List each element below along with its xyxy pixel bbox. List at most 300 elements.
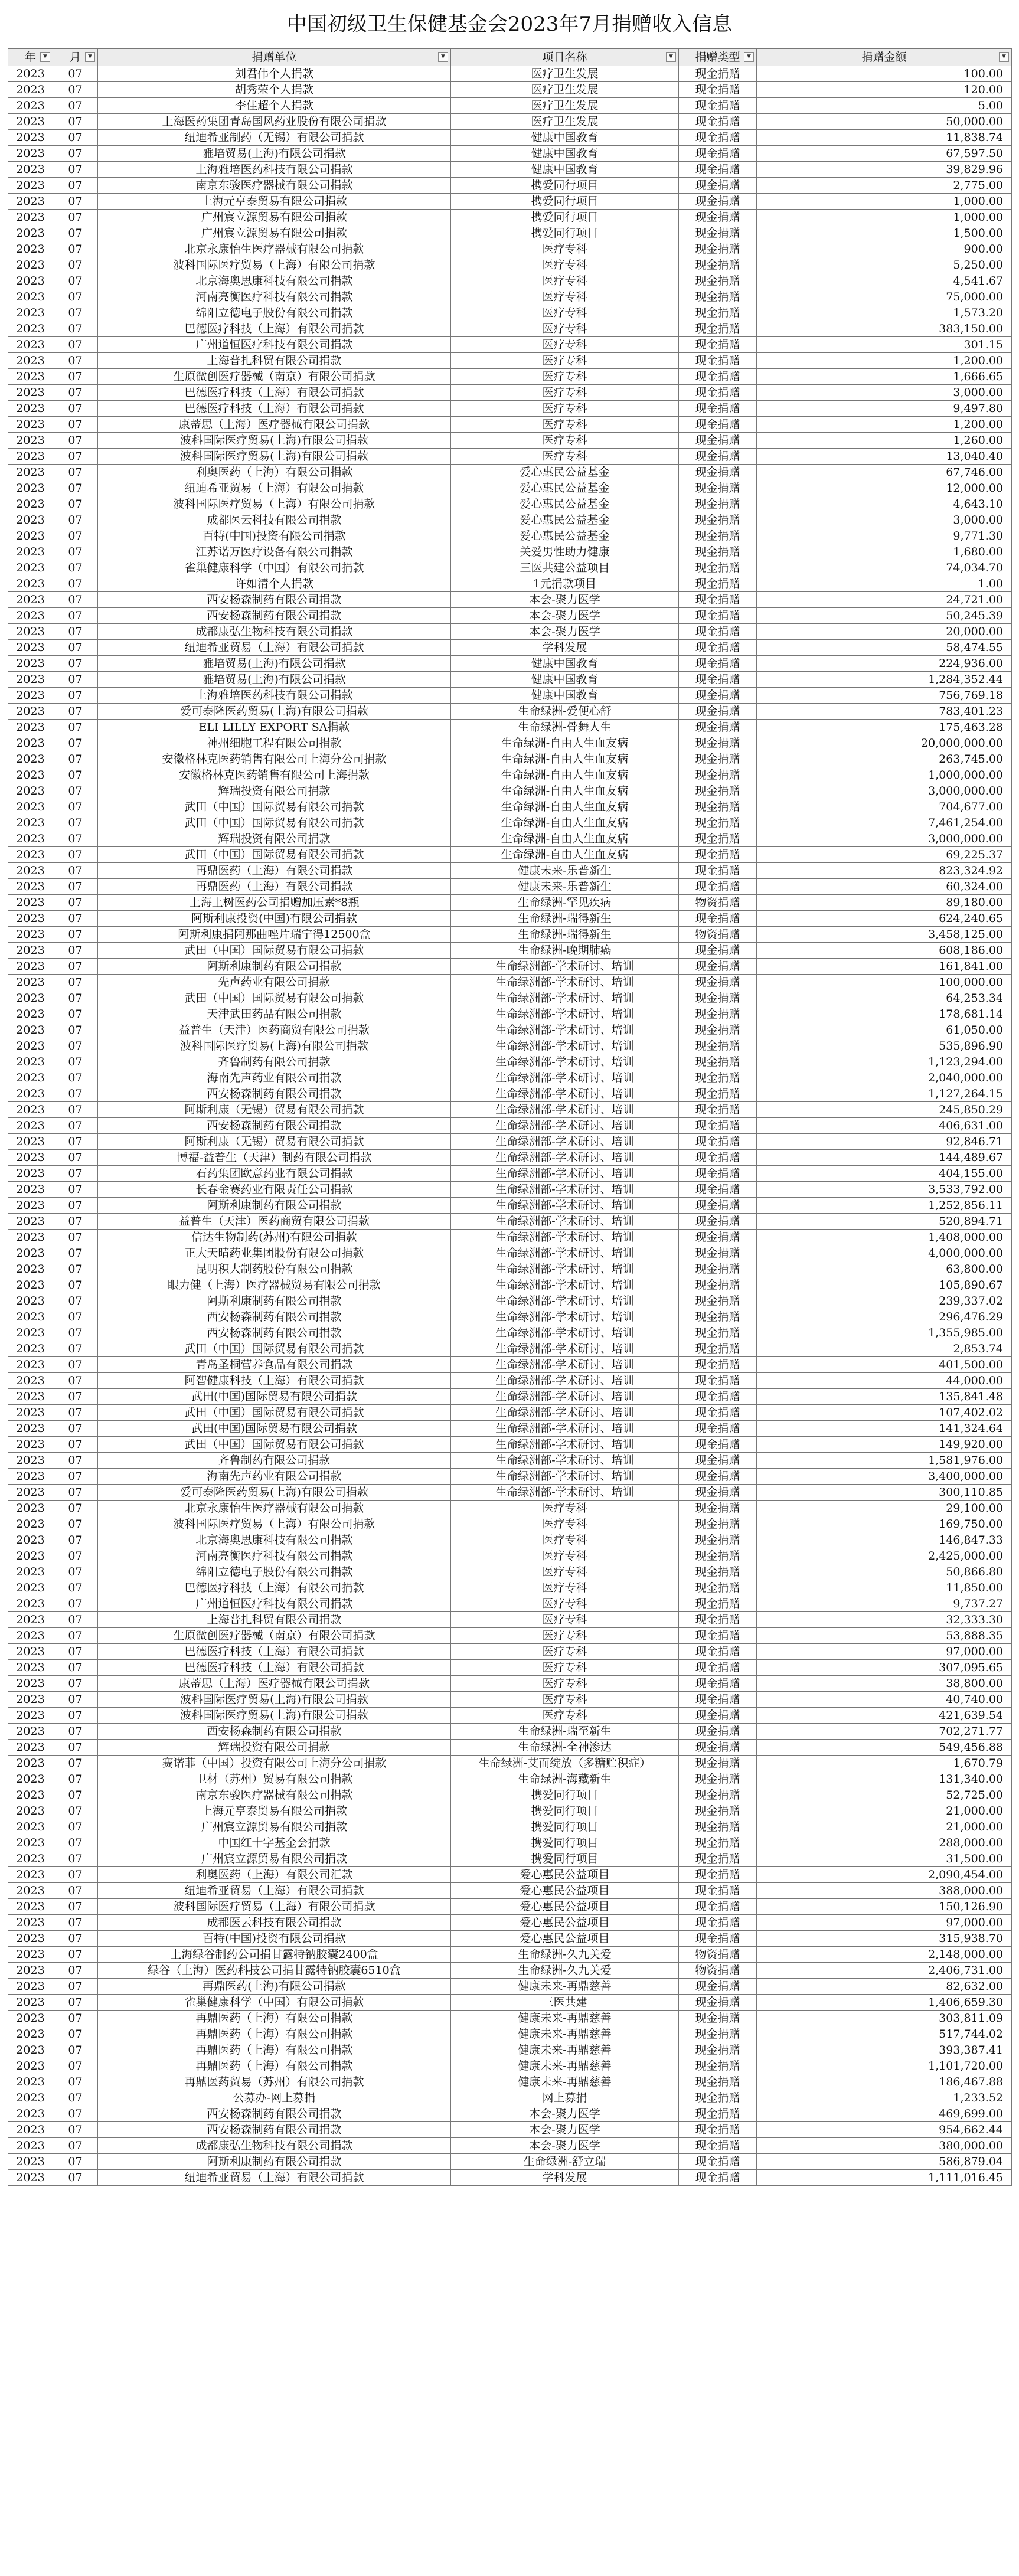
cell-donor[interactable]: 武田（中国）国际贸易有限公司捐款 bbox=[98, 1341, 451, 1357]
cell-donor[interactable]: 辉瑞投资有限公司捐款 bbox=[98, 831, 451, 847]
cell-project[interactable]: 医疗卫生发展 bbox=[451, 82, 679, 98]
cell-type[interactable]: 现金捐赠 bbox=[679, 480, 757, 496]
cell-year[interactable]: 2023 bbox=[8, 863, 53, 879]
cell-month[interactable]: 07 bbox=[53, 146, 98, 162]
cell-month[interactable]: 07 bbox=[53, 114, 98, 130]
cell-type[interactable]: 现金捐赠 bbox=[679, 1022, 757, 1038]
cell-month[interactable]: 07 bbox=[53, 1166, 98, 1182]
cell-amount[interactable]: 52,725.00 bbox=[757, 1787, 1012, 1803]
cell-amount[interactable]: 135,841.48 bbox=[757, 1389, 1012, 1405]
cell-month[interactable]: 07 bbox=[53, 353, 98, 369]
cell-type[interactable]: 现金捐赠 bbox=[679, 225, 757, 241]
cell-type[interactable]: 现金捐赠 bbox=[679, 1787, 757, 1803]
cell-month[interactable]: 07 bbox=[53, 82, 98, 98]
cell-project[interactable]: 爱心惠民公益项目 bbox=[451, 1915, 679, 1931]
cell-amount[interactable]: 9,771.30 bbox=[757, 528, 1012, 544]
cell-year[interactable]: 2023 bbox=[8, 1612, 53, 1628]
cell-amount[interactable]: 1,573.20 bbox=[757, 305, 1012, 321]
cell-year[interactable]: 2023 bbox=[8, 2122, 53, 2138]
cell-donor[interactable]: 巴德医疗科技（上海）有限公司捐款 bbox=[98, 401, 451, 417]
cell-amount[interactable]: 1,123,294.00 bbox=[757, 1054, 1012, 1070]
cell-type[interactable]: 现金捐赠 bbox=[679, 799, 757, 815]
cell-type[interactable]: 现金捐赠 bbox=[679, 943, 757, 959]
cell-year[interactable]: 2023 bbox=[8, 2138, 53, 2154]
cell-month[interactable]: 07 bbox=[53, 305, 98, 321]
cell-type[interactable]: 现金捐赠 bbox=[679, 1771, 757, 1787]
cell-type[interactable]: 物资捐赠 bbox=[679, 1947, 757, 1963]
cell-donor[interactable]: 西安杨森制药有限公司捐款 bbox=[98, 1118, 451, 1134]
cell-month[interactable]: 07 bbox=[53, 1501, 98, 1516]
cell-type[interactable]: 现金捐赠 bbox=[679, 305, 757, 321]
cell-month[interactable]: 07 bbox=[53, 592, 98, 608]
cell-year[interactable]: 2023 bbox=[8, 847, 53, 863]
cell-project[interactable]: 生命绿洲-瑞得新生 bbox=[451, 911, 679, 927]
cell-year[interactable]: 2023 bbox=[8, 911, 53, 927]
cell-project[interactable]: 爱心惠民公益项目 bbox=[451, 1899, 679, 1915]
cell-type[interactable]: 现金捐赠 bbox=[679, 1756, 757, 1771]
cell-donor[interactable]: 武田（中国）国际贸易有限公司捐款 bbox=[98, 799, 451, 815]
cell-type[interactable]: 现金捐赠 bbox=[679, 783, 757, 799]
cell-month[interactable]: 07 bbox=[53, 194, 98, 210]
cell-donor[interactable]: 阿斯利康制药有限公司捐款 bbox=[98, 1198, 451, 1214]
cell-month[interactable]: 07 bbox=[53, 1006, 98, 1022]
cell-type[interactable]: 现金捐赠 bbox=[679, 1277, 757, 1293]
cell-type[interactable]: 现金捐赠 bbox=[679, 162, 757, 178]
cell-project[interactable]: 生命绿洲-海藏新生 bbox=[451, 1771, 679, 1787]
cell-amount[interactable]: 32,333.30 bbox=[757, 1612, 1012, 1628]
cell-year[interactable]: 2023 bbox=[8, 1979, 53, 1995]
cell-amount[interactable]: 469,699.00 bbox=[757, 2106, 1012, 2122]
cell-amount[interactable]: 63,800.00 bbox=[757, 1261, 1012, 1277]
cell-month[interactable]: 07 bbox=[53, 1947, 98, 1963]
column-header-project[interactable]: 项目名称 ▼ bbox=[451, 49, 679, 66]
cell-amount[interactable]: 5.00 bbox=[757, 98, 1012, 114]
cell-type[interactable]: 现金捐赠 bbox=[679, 1676, 757, 1692]
cell-type[interactable]: 现金捐赠 bbox=[679, 385, 757, 401]
cell-donor[interactable]: 中国红十字基金会捐款 bbox=[98, 1835, 451, 1851]
cell-donor[interactable]: 齐鲁制药有限公司捐款 bbox=[98, 1453, 451, 1469]
cell-year[interactable]: 2023 bbox=[8, 66, 53, 82]
cell-amount[interactable]: 535,896.90 bbox=[757, 1038, 1012, 1054]
cell-month[interactable]: 07 bbox=[53, 417, 98, 433]
cell-month[interactable]: 07 bbox=[53, 990, 98, 1006]
cell-amount[interactable]: 401,500.00 bbox=[757, 1357, 1012, 1373]
cell-amount[interactable]: 756,769.18 bbox=[757, 688, 1012, 704]
cell-project[interactable]: 医疗专科 bbox=[451, 1548, 679, 1564]
cell-project[interactable]: 医疗专科 bbox=[451, 1644, 679, 1660]
cell-amount[interactable]: 39,829.96 bbox=[757, 162, 1012, 178]
cell-project[interactable]: 本会-聚力医学 bbox=[451, 608, 679, 624]
cell-month[interactable]: 07 bbox=[53, 1803, 98, 1819]
cell-type[interactable]: 现金捐赠 bbox=[679, 1501, 757, 1516]
cell-type[interactable]: 现金捐赠 bbox=[679, 1118, 757, 1134]
cell-year[interactable]: 2023 bbox=[8, 1198, 53, 1214]
cell-type[interactable]: 现金捐赠 bbox=[679, 911, 757, 927]
cell-project[interactable]: 生命绿洲-舒立瑞 bbox=[451, 2154, 679, 2170]
cell-year[interactable]: 2023 bbox=[8, 1485, 53, 1501]
cell-amount[interactable]: 2,775.00 bbox=[757, 178, 1012, 194]
cell-project[interactable]: 生命绿洲-自由人生血友病 bbox=[451, 751, 679, 767]
cell-amount[interactable]: 1,111,016.45 bbox=[757, 2170, 1012, 2186]
cell-type[interactable]: 现金捐赠 bbox=[679, 831, 757, 847]
cell-project[interactable]: 携爱同行项目 bbox=[451, 1803, 679, 1819]
cell-type[interactable]: 现金捐赠 bbox=[679, 735, 757, 751]
cell-donor[interactable]: 赛诺菲（中国）投资有限公司上海分公司捐款 bbox=[98, 1756, 451, 1771]
cell-donor[interactable]: 再鼎医药(上海)有限公司捐款 bbox=[98, 1979, 451, 1995]
cell-donor[interactable]: 武田（中国）国际贸易有限公司捐款 bbox=[98, 1437, 451, 1453]
cell-type[interactable]: 现金捐赠 bbox=[679, 130, 757, 146]
cell-month[interactable]: 07 bbox=[53, 162, 98, 178]
cell-month[interactable]: 07 bbox=[53, 2042, 98, 2058]
cell-amount[interactable]: 74,034.70 bbox=[757, 560, 1012, 576]
cell-type[interactable]: 现金捐赠 bbox=[679, 210, 757, 225]
cell-donor[interactable]: 波科国际医疗贸易(上海)有限公司捐款 bbox=[98, 449, 451, 465]
cell-project[interactable]: 医疗专科 bbox=[451, 273, 679, 289]
cell-amount[interactable]: 161,841.00 bbox=[757, 959, 1012, 975]
cell-type[interactable]: 现金捐赠 bbox=[679, 1708, 757, 1724]
cell-amount[interactable]: 4,541.67 bbox=[757, 273, 1012, 289]
cell-month[interactable]: 07 bbox=[53, 879, 98, 895]
cell-type[interactable]: 现金捐赠 bbox=[679, 1612, 757, 1628]
cell-project[interactable]: 生命绿洲-晚期肺癌 bbox=[451, 943, 679, 959]
column-header-donor[interactable]: 捐赠单位 ▼ bbox=[98, 49, 451, 66]
cell-project[interactable]: 生命绿洲部-学术研讨、培训 bbox=[451, 1325, 679, 1341]
cell-year[interactable]: 2023 bbox=[8, 959, 53, 975]
cell-donor[interactable]: 上海元亨泰贸易有限公司捐款 bbox=[98, 1803, 451, 1819]
cell-year[interactable]: 2023 bbox=[8, 241, 53, 257]
cell-amount[interactable]: 9,497.80 bbox=[757, 401, 1012, 417]
cell-month[interactable]: 07 bbox=[53, 2154, 98, 2170]
cell-year[interactable]: 2023 bbox=[8, 2074, 53, 2090]
cell-month[interactable]: 07 bbox=[53, 1277, 98, 1293]
cell-project[interactable]: 医疗专科 bbox=[451, 1516, 679, 1532]
cell-donor[interactable]: 广州宸立源贸易有限公司捐款 bbox=[98, 1819, 451, 1835]
cell-donor[interactable]: 武田（中国）国际贸易有限公司捐款 bbox=[98, 1405, 451, 1421]
cell-year[interactable]: 2023 bbox=[8, 305, 53, 321]
cell-year[interactable]: 2023 bbox=[8, 1947, 53, 1963]
cell-donor[interactable]: 上海普扎科贸有限公司捐款 bbox=[98, 1612, 451, 1628]
cell-project[interactable]: 生命绿洲部-学术研讨、培训 bbox=[451, 1341, 679, 1357]
cell-donor[interactable]: 河南亮衡医疗科技有限公司捐款 bbox=[98, 289, 451, 305]
cell-type[interactable]: 现金捐赠 bbox=[679, 1660, 757, 1676]
cell-donor[interactable]: 上海上树医药公司捐赠加压素*8瓶 bbox=[98, 895, 451, 911]
cell-donor[interactable]: 绿谷（上海）医药科技公司捐甘露特钠胶囊6510盒 bbox=[98, 1963, 451, 1979]
cell-project[interactable]: 生命绿洲部-学术研讨、培训 bbox=[451, 990, 679, 1006]
cell-month[interactable]: 07 bbox=[53, 1548, 98, 1564]
cell-donor[interactable]: 安徽格林克医药销售有限公司上海捐款 bbox=[98, 767, 451, 783]
cell-type[interactable]: 现金捐赠 bbox=[679, 433, 757, 449]
cell-donor[interactable]: 成都康弘生物科技有限公司捐款 bbox=[98, 2138, 451, 2154]
cell-month[interactable]: 07 bbox=[53, 608, 98, 624]
cell-month[interactable]: 07 bbox=[53, 1038, 98, 1054]
cell-amount[interactable]: 64,253.34 bbox=[757, 990, 1012, 1006]
cell-amount[interactable]: 92,846.71 bbox=[757, 1134, 1012, 1150]
cell-project[interactable]: 医疗专科 bbox=[451, 1708, 679, 1724]
cell-type[interactable]: 现金捐赠 bbox=[679, 576, 757, 592]
cell-month[interactable]: 07 bbox=[53, 1692, 98, 1708]
cell-amount[interactable]: 175,463.28 bbox=[757, 720, 1012, 735]
cell-amount[interactable]: 303,811.09 bbox=[757, 2011, 1012, 2026]
cell-project[interactable]: 医疗专科 bbox=[451, 289, 679, 305]
cell-project[interactable]: 生命绿洲-久九关爱 bbox=[451, 1947, 679, 1963]
cell-project[interactable]: 生命绿洲-自由人生血友病 bbox=[451, 735, 679, 751]
cell-type[interactable]: 现金捐赠 bbox=[679, 608, 757, 624]
cell-project[interactable]: 医疗专科 bbox=[451, 1532, 679, 1548]
cell-donor[interactable]: 雅培贸易(上海)有限公司捐款 bbox=[98, 146, 451, 162]
cell-project[interactable]: 医疗卫生发展 bbox=[451, 114, 679, 130]
cell-month[interactable]: 07 bbox=[53, 1532, 98, 1548]
cell-month[interactable]: 07 bbox=[53, 1261, 98, 1277]
cell-type[interactable]: 现金捐赠 bbox=[679, 1054, 757, 1070]
cell-project[interactable]: 健康未来-乐普新生 bbox=[451, 879, 679, 895]
cell-donor[interactable]: 波科国际医疗贸易（上海）有限公司捐款 bbox=[98, 257, 451, 273]
cell-amount[interactable]: 31,500.00 bbox=[757, 1851, 1012, 1867]
cell-year[interactable]: 2023 bbox=[8, 560, 53, 576]
cell-donor[interactable]: 昆明积大制药股份有限公司捐款 bbox=[98, 1261, 451, 1277]
cell-type[interactable]: 现金捐赠 bbox=[679, 257, 757, 273]
cell-amount[interactable]: 1,252,856.11 bbox=[757, 1198, 1012, 1214]
cell-donor[interactable]: 武田（中国）国际贸易有限公司捐款 bbox=[98, 990, 451, 1006]
cell-year[interactable]: 2023 bbox=[8, 417, 53, 433]
cell-project[interactable]: 医疗专科 bbox=[451, 385, 679, 401]
cell-month[interactable]: 07 bbox=[53, 1054, 98, 1070]
cell-year[interactable]: 2023 bbox=[8, 656, 53, 672]
filter-dropdown-icon[interactable]: ▼ bbox=[438, 52, 448, 62]
cell-amount[interactable]: 300,110.85 bbox=[757, 1485, 1012, 1501]
cell-donor[interactable]: 辉瑞投资有限公司捐款 bbox=[98, 783, 451, 799]
cell-donor[interactable]: 利奥医药（上海）有限公司捐款 bbox=[98, 465, 451, 480]
cell-year[interactable]: 2023 bbox=[8, 1309, 53, 1325]
cell-year[interactable]: 2023 bbox=[8, 1692, 53, 1708]
cell-type[interactable]: 现金捐赠 bbox=[679, 98, 757, 114]
cell-project[interactable]: 健康中国教育 bbox=[451, 688, 679, 704]
cell-donor[interactable]: 百特(中国)投资有限公司捐款 bbox=[98, 1931, 451, 1947]
cell-year[interactable]: 2023 bbox=[8, 1373, 53, 1389]
cell-year[interactable]: 2023 bbox=[8, 178, 53, 194]
cell-year[interactable]: 2023 bbox=[8, 1580, 53, 1596]
cell-project[interactable]: 生命绿洲部-学术研讨、培训 bbox=[451, 1182, 679, 1198]
cell-month[interactable]: 07 bbox=[53, 1899, 98, 1915]
cell-year[interactable]: 2023 bbox=[8, 943, 53, 959]
cell-type[interactable]: 现金捐赠 bbox=[679, 815, 757, 831]
cell-month[interactable]: 07 bbox=[53, 1453, 98, 1469]
cell-project[interactable]: 生命绿洲-罕见疾病 bbox=[451, 895, 679, 911]
cell-donor[interactable]: 刘君伟个人捐款 bbox=[98, 66, 451, 82]
cell-amount[interactable]: 120.00 bbox=[757, 82, 1012, 98]
cell-amount[interactable]: 144,489.67 bbox=[757, 1150, 1012, 1166]
cell-donor[interactable]: 益普生（天津）医药商贸有限公司捐款 bbox=[98, 1022, 451, 1038]
cell-type[interactable]: 现金捐赠 bbox=[679, 1883, 757, 1899]
cell-month[interactable]: 07 bbox=[53, 1389, 98, 1405]
cell-type[interactable]: 现金捐赠 bbox=[679, 241, 757, 257]
cell-project[interactable]: 生命绿洲部-学术研讨、培训 bbox=[451, 1245, 679, 1261]
cell-donor[interactable]: 安徽格林克医药销售有限公司上海分公司捐款 bbox=[98, 751, 451, 767]
cell-amount[interactable]: 3,000.00 bbox=[757, 512, 1012, 528]
cell-year[interactable]: 2023 bbox=[8, 321, 53, 337]
cell-year[interactable]: 2023 bbox=[8, 624, 53, 640]
cell-amount[interactable]: 1,581,976.00 bbox=[757, 1453, 1012, 1469]
cell-project[interactable]: 生命绿洲-全神渗达 bbox=[451, 1740, 679, 1756]
cell-month[interactable]: 07 bbox=[53, 735, 98, 751]
cell-type[interactable]: 现金捐赠 bbox=[679, 1644, 757, 1660]
cell-donor[interactable]: 北京海奥思康科技有限公司捐款 bbox=[98, 273, 451, 289]
cell-type[interactable]: 现金捐赠 bbox=[679, 640, 757, 656]
cell-amount[interactable]: 21,000.00 bbox=[757, 1819, 1012, 1835]
cell-amount[interactable]: 100,000.00 bbox=[757, 975, 1012, 990]
cell-amount[interactable]: 1,127,264.15 bbox=[757, 1086, 1012, 1102]
cell-month[interactable]: 07 bbox=[53, 672, 98, 688]
cell-type[interactable]: 现金捐赠 bbox=[679, 1214, 757, 1230]
cell-year[interactable]: 2023 bbox=[8, 210, 53, 225]
filter-dropdown-icon[interactable]: ▼ bbox=[85, 52, 95, 62]
column-header-year[interactable]: 年 ▼ bbox=[8, 49, 53, 66]
cell-project[interactable]: 生命绿洲部-学术研讨、培训 bbox=[451, 1485, 679, 1501]
cell-type[interactable]: 现金捐赠 bbox=[679, 1851, 757, 1867]
cell-donor[interactable]: 广州道恒医疗科技有限公司捐款 bbox=[98, 1596, 451, 1612]
column-header-month[interactable]: 月 ▼ bbox=[53, 49, 98, 66]
cell-donor[interactable]: 生原微创医疗器械（南京）有限公司捐款 bbox=[98, 369, 451, 385]
cell-amount[interactable]: 50,000.00 bbox=[757, 114, 1012, 130]
cell-type[interactable]: 现金捐赠 bbox=[679, 1915, 757, 1931]
cell-project[interactable]: 健康中国教育 bbox=[451, 162, 679, 178]
cell-amount[interactable]: 1,000.00 bbox=[757, 194, 1012, 210]
cell-type[interactable]: 物资捐赠 bbox=[679, 927, 757, 943]
cell-amount[interactable]: 517,744.02 bbox=[757, 2026, 1012, 2042]
cell-donor[interactable]: 绵阳立德电子股份有限公司捐款 bbox=[98, 305, 451, 321]
cell-year[interactable]: 2023 bbox=[8, 1134, 53, 1150]
cell-year[interactable]: 2023 bbox=[8, 1421, 53, 1437]
cell-donor[interactable]: 波科国际医疗贸易(上海)有限公司捐款 bbox=[98, 433, 451, 449]
cell-year[interactable]: 2023 bbox=[8, 1022, 53, 1038]
cell-amount[interactable]: 7,461,254.00 bbox=[757, 815, 1012, 831]
cell-amount[interactable]: 141,324.64 bbox=[757, 1421, 1012, 1437]
cell-year[interactable]: 2023 bbox=[8, 1787, 53, 1803]
cell-month[interactable]: 07 bbox=[53, 767, 98, 783]
cell-year[interactable]: 2023 bbox=[8, 1150, 53, 1166]
cell-project[interactable]: 爱心惠民公益项目 bbox=[451, 1883, 679, 1899]
cell-donor[interactable]: 阿斯利康制药有限公司捐款 bbox=[98, 2154, 451, 2170]
cell-year[interactable]: 2023 bbox=[8, 1851, 53, 1867]
cell-type[interactable]: 现金捐赠 bbox=[679, 1293, 757, 1309]
cell-donor[interactable]: 海南先声药业有限公司捐款 bbox=[98, 1469, 451, 1485]
cell-amount[interactable]: 702,271.77 bbox=[757, 1724, 1012, 1740]
cell-month[interactable]: 07 bbox=[53, 959, 98, 975]
cell-year[interactable]: 2023 bbox=[8, 1819, 53, 1835]
cell-amount[interactable]: 1,406,659.30 bbox=[757, 1995, 1012, 2011]
cell-month[interactable]: 07 bbox=[53, 1373, 98, 1389]
cell-year[interactable]: 2023 bbox=[8, 576, 53, 592]
cell-donor[interactable]: 青岛圣桐营养食品有限公司捐款 bbox=[98, 1357, 451, 1373]
cell-amount[interactable]: 1,200.00 bbox=[757, 353, 1012, 369]
cell-amount[interactable]: 24,721.00 bbox=[757, 592, 1012, 608]
cell-type[interactable]: 现金捐赠 bbox=[679, 560, 757, 576]
cell-year[interactable]: 2023 bbox=[8, 1086, 53, 1102]
cell-year[interactable]: 2023 bbox=[8, 465, 53, 480]
cell-amount[interactable]: 823,324.92 bbox=[757, 863, 1012, 879]
cell-amount[interactable]: 1,680.00 bbox=[757, 544, 1012, 560]
cell-donor[interactable]: 巴德医疗科技（上海）有限公司捐款 bbox=[98, 1644, 451, 1660]
cell-donor[interactable]: 爱可泰隆医药贸易(上海)有限公司捐款 bbox=[98, 704, 451, 720]
cell-type[interactable]: 现金捐赠 bbox=[679, 672, 757, 688]
cell-type[interactable]: 现金捐赠 bbox=[679, 1325, 757, 1341]
cell-month[interactable]: 07 bbox=[53, 1660, 98, 1676]
cell-type[interactable]: 现金捐赠 bbox=[679, 1405, 757, 1421]
cell-month[interactable]: 07 bbox=[53, 1182, 98, 1198]
cell-month[interactable]: 07 bbox=[53, 560, 98, 576]
cell-month[interactable]: 07 bbox=[53, 178, 98, 194]
cell-type[interactable]: 现金捐赠 bbox=[679, 66, 757, 82]
cell-amount[interactable]: 75,000.00 bbox=[757, 289, 1012, 305]
cell-project[interactable]: 健康中国教育 bbox=[451, 672, 679, 688]
cell-type[interactable]: 现金捐赠 bbox=[679, 1421, 757, 1437]
cell-project[interactable]: 1元捐款项目 bbox=[451, 576, 679, 592]
cell-amount[interactable]: 4,643.10 bbox=[757, 496, 1012, 512]
cell-year[interactable]: 2023 bbox=[8, 1740, 53, 1756]
cell-amount[interactable]: 1,666.65 bbox=[757, 369, 1012, 385]
cell-month[interactable]: 07 bbox=[53, 927, 98, 943]
cell-donor[interactable]: 阿斯利康（无锡）贸易有限公司捐款 bbox=[98, 1134, 451, 1150]
cell-year[interactable]: 2023 bbox=[8, 1564, 53, 1580]
cell-donor[interactable]: 纽迪希亚制药（无锡）有限公司捐款 bbox=[98, 130, 451, 146]
cell-project[interactable]: 医疗专科 bbox=[451, 1660, 679, 1676]
cell-amount[interactable]: 263,745.00 bbox=[757, 751, 1012, 767]
cell-donor[interactable]: 巴德医疗科技（上海）有限公司捐款 bbox=[98, 1660, 451, 1676]
cell-project[interactable]: 本会-聚力医学 bbox=[451, 624, 679, 640]
cell-year[interactable]: 2023 bbox=[8, 1389, 53, 1405]
cell-month[interactable]: 07 bbox=[53, 289, 98, 305]
cell-year[interactable]: 2023 bbox=[8, 1245, 53, 1261]
cell-project[interactable]: 爱心惠民公益基金 bbox=[451, 496, 679, 512]
cell-donor[interactable]: 广州宸立源贸易有限公司捐款 bbox=[98, 1851, 451, 1867]
cell-month[interactable]: 07 bbox=[53, 98, 98, 114]
cell-year[interactable]: 2023 bbox=[8, 895, 53, 911]
cell-month[interactable]: 07 bbox=[53, 831, 98, 847]
cell-project[interactable]: 本会-聚力医学 bbox=[451, 2122, 679, 2138]
cell-month[interactable]: 07 bbox=[53, 1214, 98, 1230]
cell-month[interactable]: 07 bbox=[53, 1086, 98, 1102]
cell-amount[interactable]: 1,284,352.44 bbox=[757, 672, 1012, 688]
cell-month[interactable]: 07 bbox=[53, 433, 98, 449]
cell-amount[interactable]: 13,040.40 bbox=[757, 449, 1012, 465]
cell-amount[interactable]: 315,938.70 bbox=[757, 1931, 1012, 1947]
cell-year[interactable]: 2023 bbox=[8, 1644, 53, 1660]
cell-year[interactable]: 2023 bbox=[8, 751, 53, 767]
cell-type[interactable]: 现金捐赠 bbox=[679, 449, 757, 465]
cell-type[interactable]: 现金捐赠 bbox=[679, 1166, 757, 1182]
cell-type[interactable]: 现金捐赠 bbox=[679, 847, 757, 863]
cell-amount[interactable]: 301.15 bbox=[757, 337, 1012, 353]
cell-donor[interactable]: 雀巢健康科学（中国）有限公司捐款 bbox=[98, 1995, 451, 2011]
cell-project[interactable]: 生命绿洲-瑞至新生 bbox=[451, 1724, 679, 1740]
cell-month[interactable]: 07 bbox=[53, 130, 98, 146]
cell-donor[interactable]: 上海绿谷制药公司捐甘露特钠胶囊2400盒 bbox=[98, 1947, 451, 1963]
cell-year[interactable]: 2023 bbox=[8, 1724, 53, 1740]
cell-donor[interactable]: 西安杨森制药有限公司捐款 bbox=[98, 592, 451, 608]
cell-type[interactable]: 现金捐赠 bbox=[679, 990, 757, 1006]
cell-amount[interactable]: 624,240.65 bbox=[757, 911, 1012, 927]
cell-type[interactable]: 现金捐赠 bbox=[679, 178, 757, 194]
cell-donor[interactable]: 天津武田药品有限公司捐款 bbox=[98, 1006, 451, 1022]
cell-type[interactable]: 现金捐赠 bbox=[679, 959, 757, 975]
cell-month[interactable]: 07 bbox=[53, 1580, 98, 1596]
cell-project[interactable]: 健康中国教育 bbox=[451, 146, 679, 162]
cell-project[interactable]: 医疗专科 bbox=[451, 337, 679, 353]
cell-year[interactable]: 2023 bbox=[8, 1054, 53, 1070]
cell-year[interactable]: 2023 bbox=[8, 2011, 53, 2026]
cell-year[interactable]: 2023 bbox=[8, 1771, 53, 1787]
cell-project[interactable]: 网上募捐 bbox=[451, 2090, 679, 2106]
cell-donor[interactable]: 河南亮衡医疗科技有限公司捐款 bbox=[98, 1548, 451, 1564]
